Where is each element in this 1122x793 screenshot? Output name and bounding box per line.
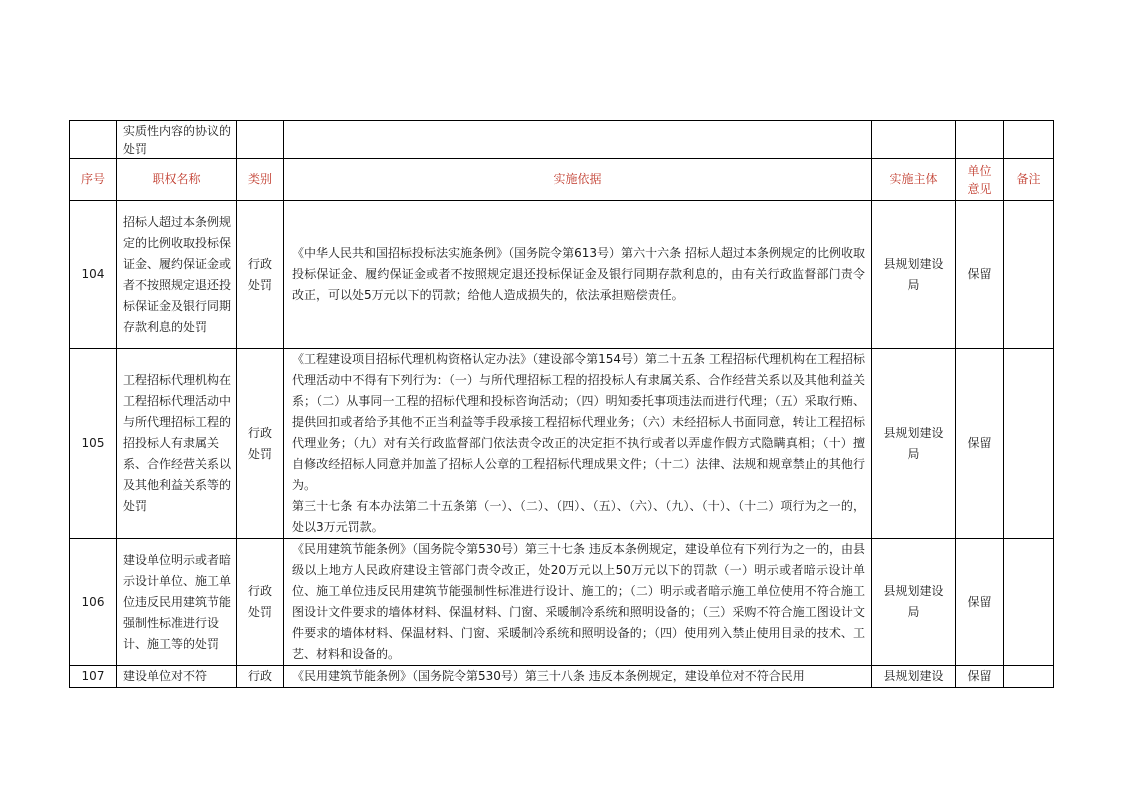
basis-paragraph: 《中华人民共和国招标投标法实施条例》（国务院令第613号）第六十六条 招标人超过本条例规定的比例收取投标保证金、履约保证金或者不按照规定退还投标保证金及银行同期存款利息的，由有关行政监督部门责令改正，可以处5万元以下的罚款；给他人造成损失的，依法承担赔偿责任。 — [292, 246, 865, 302]
row-name: 建设单位对不符 — [117, 666, 237, 688]
table-row — [70, 349, 1054, 539]
basis-paragraph: 《民用建筑节能条例》（国务院令第530号）第三十八条 违反本条例规定，建设单位对不符合民用 — [292, 669, 805, 683]
continued-name-cell: 实质性内容的协议的处罚 — [117, 121, 237, 159]
row-body: 县规划建设 — [872, 666, 956, 688]
row-opinion: 保留 — [956, 539, 1004, 666]
row-seq: 106 — [70, 539, 117, 666]
table-row — [70, 201, 1054, 349]
row-body: 县规划建设局 — [872, 201, 956, 349]
row-category: 行政 — [237, 666, 284, 688]
continued-row — [70, 121, 1054, 159]
row-basis — [284, 201, 872, 349]
row-name: 建设单位明示或者暗示设计单位、施工单位违反民用建筑节能强制性标准进行设计、施工等的处罚 — [117, 539, 237, 666]
row-seq: 105 — [70, 349, 117, 539]
table-header-row — [70, 159, 1054, 201]
basis-paragraph: 第三十七条 有本办法第二十五条第（一）、（二）、（四）、（五）、（六）、（九）、（十）、（十二）项行为之一的，处以3万元罚款。 — [292, 499, 865, 534]
continued-category-cell — [237, 121, 284, 159]
power-list-table — [69, 120, 1054, 688]
basis-paragraph: 《民用建筑节能条例》（国务院令第530号）第三十七条 违反本条例规定，建设单位有下列行为之一的，由县级以上地方人民政府建设主管部门责令改正，处20万元以上50万元以下的罚款（一）明示或者暗示设计单位、施工单位违反民用建筑节能强制性标准进行设计、施工的；（二）明示或者暗示施工单位使用不符合施工图设计文件要求的墙体材料、保温材料、门窗、采暖制冷系统和照明设备的；（三）采购不符合施工图设计文件要求的墙体材料、保温材料、门窗、采暖制冷系统和照明设备的；（四）使用列入禁止使用目录的技术、工艺、材料和设备的。 — [292, 542, 865, 661]
row-basis — [284, 349, 872, 539]
row-remark — [1004, 539, 1054, 666]
continued-body-cell — [872, 121, 956, 159]
header-seq: 序号 — [70, 159, 117, 201]
row-name: 工程招标代理机构在工程招标代理活动中与所代理招标工程的招投标人有隶属关系、合作经营关系以及其他利益关系等的处罚 — [117, 349, 237, 539]
row-opinion: 保留 — [956, 349, 1004, 539]
header-opinion: 单位意见 — [956, 159, 1004, 201]
table-row — [70, 666, 1054, 688]
header-body: 实施主体 — [872, 159, 956, 201]
row-basis — [284, 539, 872, 666]
header-category: 类别 — [237, 159, 284, 201]
basis-paragraph: 《工程建设项目招标代理机构资格认定办法》（建设部令第154号）第二十五条 工程招标代理机构在工程招标代理活动中不得有下列行为：（一）与所代理招标工程的招投标人有隶属关系、合作经营关系以及其他利益关系；（二）从事同一工程的招标代理和投标咨询活动；（四）明知委托事项违法而进行代理；（五）采取行贿、提供回扣或者给予其他不正当利益等手段承接工程招标代理业务；（六）未经招标人书面同意，转让工程招标代理业务；（九）对有关行政监督部门依法责令改正的决定拒不执行或者以弄虚作假方式隐瞒真相；（十）擅自修改经招标人同意并加盖了招标人公章的工程招标代理成果文件；（十二）法律、法规和规章禁止的其他行为。 — [292, 352, 865, 492]
row-category: 行政处罚 — [237, 349, 284, 539]
header-remark: 备注 — [1004, 159, 1054, 201]
row-body: 县规划建设局 — [872, 539, 956, 666]
row-category: 行政处罚 — [237, 201, 284, 349]
row-remark — [1004, 666, 1054, 688]
row-basis — [284, 666, 872, 688]
header-basis: 实施依据 — [284, 159, 872, 201]
continued-basis-cell — [284, 121, 872, 159]
row-category: 行政处罚 — [237, 539, 284, 666]
continued-seq-cell — [70, 121, 117, 159]
row-remark — [1004, 201, 1054, 349]
row-seq: 104 — [70, 201, 117, 349]
table-row — [70, 539, 1054, 666]
row-name: 招标人超过本条例规定的比例收取投标保证金、履约保证金或者不按照规定退还投标保证金及银行同期存款利息的处罚 — [117, 201, 237, 349]
header-name: 职权名称 — [117, 159, 237, 201]
row-opinion: 保留 — [956, 666, 1004, 688]
row-seq: 107 — [70, 666, 117, 688]
row-body: 县规划建设局 — [872, 349, 956, 539]
row-remark — [1004, 349, 1054, 539]
continued-remark-cell — [1004, 121, 1054, 159]
row-opinion: 保留 — [956, 201, 1004, 349]
continued-opinion-cell — [956, 121, 1004, 159]
